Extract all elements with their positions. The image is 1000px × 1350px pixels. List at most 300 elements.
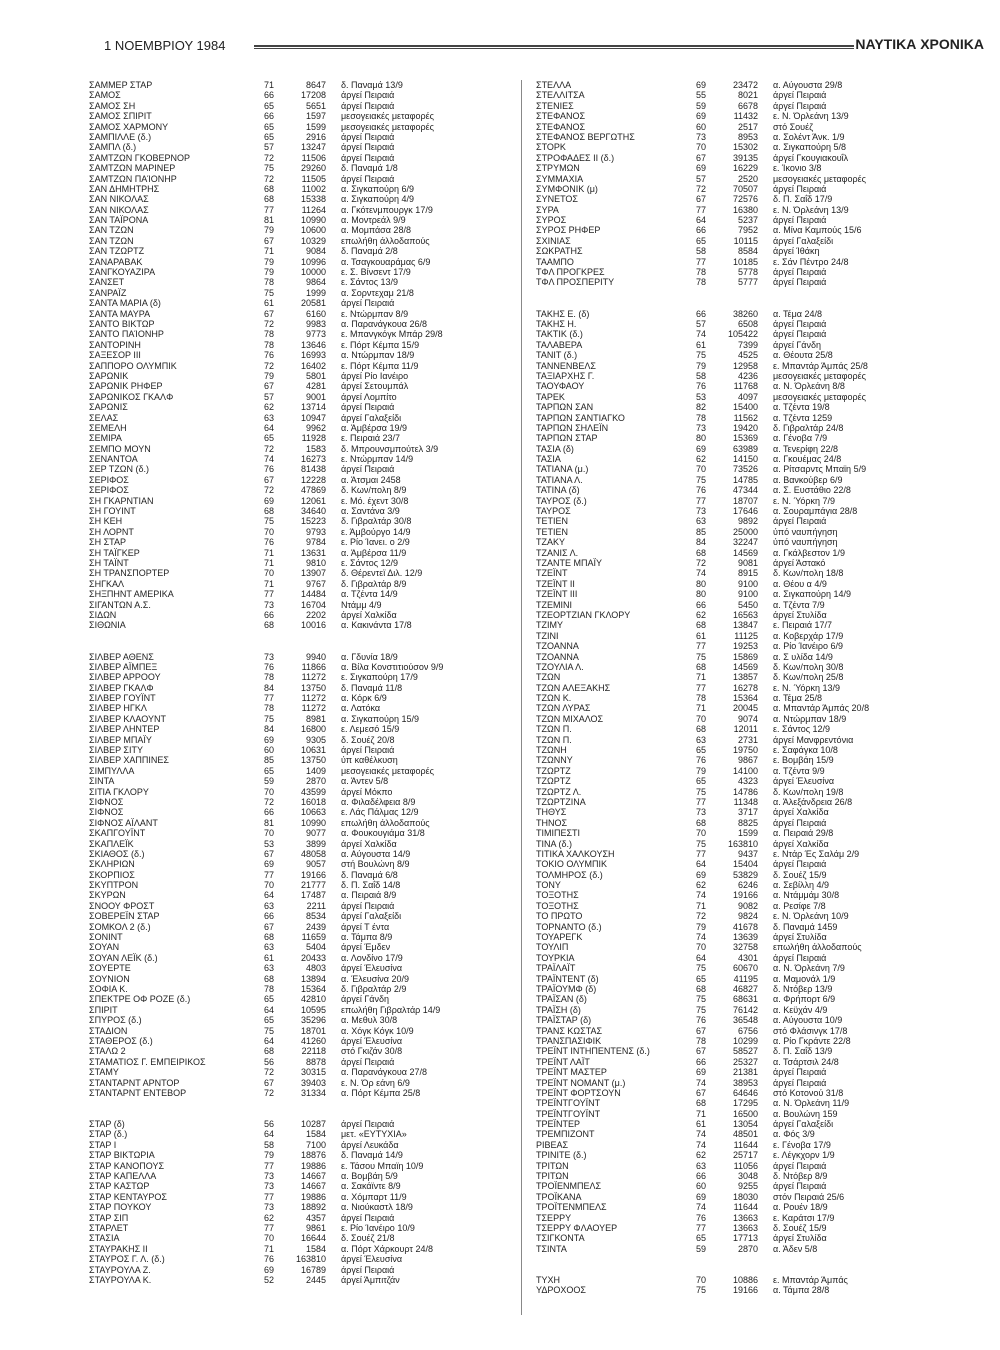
ship-name: ΤΑΥΡΟΣ (536, 506, 571, 517)
ship-row (536, 392, 976, 402)
ship-row (536, 911, 976, 921)
ship-name: ΤΡΕΪΝΤ ΜΑΣΤΕΡ (536, 1067, 607, 1078)
ship-location: α. Τενερίφη 22/8 (773, 443, 839, 454)
ship-tonnage: 10595 (300, 1004, 326, 1015)
ship-tonnage: 15869 (732, 651, 758, 662)
ship-tonnage: 10631 (300, 745, 326, 756)
ship-location: α. Μεθυλ 30/8 (341, 1015, 398, 1026)
ship-name: ΣΙΛΒΕΡ ΚΛΑΟΥΝΤ (89, 713, 166, 724)
ship-tonnage: 5450 (737, 599, 758, 610)
ship-name: ΣΑΝΤΟ ΒΙΚΤΩΡ (89, 318, 155, 329)
ship-year: 73 (263, 1202, 274, 1213)
ship-row (89, 246, 509, 256)
ship-location: α. Ρίτσαρντς Μπαϊη 5/9 (773, 464, 867, 475)
ship-tonnage: 9767 (305, 578, 326, 589)
ship-name: ΤΑΣΙΑ (536, 454, 561, 465)
ship-location: α. Τάμπα 8/9 (341, 932, 393, 943)
ship-name: ΣΑΝ ΤΑΪΡΟΝΑ (89, 215, 149, 226)
ship-row (536, 506, 976, 516)
ship-location: α. Γκάλβεστον 1/9 (773, 547, 845, 558)
ship-tonnage: 17713 (732, 1233, 758, 1244)
ship-name: ΤΖΩΝ ΑΛΕΞΑΚΗΣ (536, 682, 611, 693)
ship-year: 65 (695, 776, 706, 787)
ship-year: 64 (263, 890, 274, 901)
ship-location: άργεί Γκουγιακουΐλ (773, 152, 849, 163)
ship-tonnage: 2520 (737, 173, 758, 184)
ship-year: 72 (695, 557, 706, 568)
ship-year: 78 (263, 277, 274, 288)
ship-year: 73 (695, 422, 706, 433)
ship-location: άργεί Μόκπο (341, 786, 393, 797)
ship-location: α. Κακινάντα 17/8 (341, 620, 412, 631)
ship-row (89, 880, 509, 890)
ship-name: ΣΙΓΑΝΤΩΝ Α.Σ. (89, 599, 151, 610)
ship-name: ΤΡΙΝΙΤΕ (δ.) (536, 1150, 587, 1161)
ship-row (536, 1098, 976, 1108)
ship-tonnage: 11264 (301, 204, 326, 215)
ship-name: ΣΕΡ ΤΖΩΝ (δ.) (89, 464, 149, 475)
ship-name: ΤΟΚΙΟ ΟΛΥΜΠΙΚ (536, 859, 608, 870)
ship-row (89, 267, 509, 277)
ship-location: α. Βανκούβερ 6/9 (773, 474, 843, 485)
ship-tonnage: 9867 (737, 755, 758, 766)
ship-name: ΣΗ ΚΕΗ (89, 516, 123, 527)
ship-location: δ. Γιβραλτάρ 24/8 (773, 422, 844, 433)
ship-location: α. Πειραιά 8/9 (341, 890, 397, 901)
ship-year: 75 (695, 963, 706, 974)
ship-row (536, 683, 976, 693)
ship-name: ΤΖΩΝ Π. (536, 724, 572, 735)
ship-name: ΣΚΙΑΘΟΣ (δ.) (89, 848, 145, 859)
ship-tonnage: 13247 (300, 142, 326, 153)
ship-row (536, 610, 976, 620)
ship-location: α. Τσάρτσιλ 24/8 (773, 1056, 839, 1067)
ship-location: α. Σιγκαπούρη 5/8 (773, 142, 847, 153)
ship-row (536, 236, 976, 246)
ship-location: ε. Καράτσι 17/9 (773, 1212, 835, 1223)
ship-location: α. Τέμα 25/8 (773, 693, 822, 704)
ship-tonnage: 14484 (300, 589, 326, 600)
ship-year: 71 (263, 246, 274, 257)
ship-location: ε. Μπαντάρ Άμπάς 25/8 (773, 360, 868, 371)
ship-row (536, 277, 976, 287)
ship-location: άργεί Πειραιά (341, 152, 395, 163)
ship-tonnage: 9810 (305, 557, 326, 568)
ship-row (89, 174, 509, 184)
ship-row (536, 755, 976, 765)
ship-location: επωλήθη άλλοδαπούς (341, 235, 430, 246)
ship-location: ε. Ν. Όρλεάνη 10/9 (773, 911, 849, 922)
ship-tonnage: 14667 (300, 1171, 326, 1182)
ship-year: 84 (695, 537, 706, 548)
ship-row (89, 548, 509, 558)
ship-name: ΣΤΑΡ (δ.) (89, 1129, 128, 1140)
ship-location: δ. Κων/πολη 18/8 (773, 568, 844, 579)
ship-year: 64 (263, 1129, 274, 1140)
ship-location: δ. Κων/πολη 8/9 (341, 485, 407, 496)
ship-location: α. Παρανάγκουα 27/8 (341, 1067, 427, 1078)
ship-tonnage: 19253 (732, 641, 758, 652)
ship-tonnage: 34640 (300, 506, 326, 517)
ship-location: επωλήθη Γιβραλτάρ 14/9 (341, 1004, 441, 1015)
ship-tonnage: 47869 (300, 485, 326, 496)
ship-location: άργεί Πειραιά (773, 1160, 827, 1171)
ship-row (89, 236, 509, 246)
ship-tonnage: 105422 (727, 329, 758, 340)
ship-name: ΣΑΜΟΣ ΧΑΡΜΟΝΥ (89, 121, 169, 132)
ship-tonnage: 16229 (732, 163, 758, 174)
ship-name: ΤΣΕΡΡΥ (536, 1212, 572, 1223)
ship-year: 77 (695, 204, 706, 215)
ship-tonnage: 7399 (737, 339, 758, 350)
ship-name: ΣΙΝΤΑ (89, 776, 115, 787)
ship-year: 76 (695, 1015, 706, 1026)
ship-year: 70 (263, 526, 274, 537)
ship-tonnage: 10990 (300, 817, 326, 828)
ship-row (536, 111, 976, 121)
ship-location: α. Σορντεχαμ 21/8 (341, 287, 414, 298)
ship-tonnage: 18892 (300, 1202, 326, 1213)
ship-tonnage: 9084 (305, 246, 326, 257)
ship-location: στό Φλάσινγκ 17/8 (773, 1025, 848, 1036)
ship-location: Ντάμμ 4/9 (341, 599, 382, 610)
ship-year: 81 (263, 817, 274, 828)
ship-tonnage: 63989 (732, 443, 758, 454)
ship-row (89, 735, 509, 745)
ship-year: 56 (263, 1056, 274, 1067)
ship-tonnage: 1583 (305, 443, 326, 454)
ship-row (536, 340, 976, 350)
ship-name: ΣΤΑΜΥ (89, 1067, 119, 1078)
ship-tonnage: 11644 (733, 1202, 758, 1213)
ship-name: ΣΑΞΕΣΟΡ III (89, 350, 141, 361)
ship-name: ΤΖΩΝ ΛΥΡΑΣ (536, 703, 591, 714)
ship-row (536, 319, 976, 329)
ship-row (536, 1046, 976, 1056)
ship-tonnage: 11506 (301, 152, 326, 163)
ship-tonnage: 1409 (305, 765, 326, 776)
ship-row (536, 90, 976, 100)
ship-row (536, 174, 976, 184)
ship-row (89, 80, 509, 90)
ship-location: δ. Κων/πολη 19/8 (773, 786, 844, 797)
ship-location: άργεί Ίθάκη (773, 246, 820, 257)
ship-row (536, 766, 976, 776)
ship-row (536, 1223, 976, 1233)
ship-location: άργεί Πειραιά (773, 100, 827, 111)
ship-location: α. Παρανάγκουα 26/8 (341, 318, 427, 329)
ship-location: ε. Μπαντάρ Άμπάς (773, 1274, 848, 1285)
ship-year: 52 (263, 1274, 274, 1285)
ship-year: 67 (695, 1087, 706, 1098)
ship-row (536, 714, 976, 724)
ship-location: α. Σιγκαπούρη 14/9 (773, 589, 852, 600)
ship-location: δ. Π. Σαΐδ 17/9 (773, 194, 833, 205)
ship-location: α. Φρήπορτ 6/9 (773, 994, 836, 1005)
ship-name: ΤΑΣΙΑ (δ) (536, 443, 574, 454)
ship-location: άργεί Χαλκίδα (341, 609, 397, 620)
ship-row (89, 870, 509, 880)
ship-tonnage: 81438 (300, 464, 326, 475)
ship-row (536, 890, 976, 900)
ship-row (89, 1119, 509, 1129)
ship-location: ύπ καθέλκυση (341, 755, 398, 766)
ship-name: ΤΑΛΑΒΕΡΑ (536, 339, 583, 350)
ship-name: ΤΖΩΝΝΥ (536, 755, 573, 766)
ship-tonnage: 10185 (732, 256, 758, 267)
ship-location: ε. Άμβούργο 14/9 (341, 526, 411, 537)
ship-year: 73 (695, 131, 706, 142)
ship-location: δ. Κων/πολη 25/8 (773, 672, 844, 683)
ship-name: ΤΖΩΝ Κ. (536, 693, 572, 704)
ship-tonnage: 12061 (300, 495, 326, 506)
ship-location: δ. Π. Σαΐδ 13/9 (773, 1046, 833, 1057)
ship-row (536, 1026, 976, 1036)
ship-location: στή Βουλώνη 8/9 (341, 859, 410, 870)
ship-tonnage: 31334 (300, 1087, 326, 1098)
ship-year: 72 (263, 485, 274, 496)
ship-row (89, 942, 509, 952)
ship-tonnage: 13639 (732, 932, 758, 943)
issue-date: 1 ΝΟΕΜΒΡΙΟΥ 1984 (104, 38, 226, 53)
ship-location: α. Γκουέμας 24/8 (773, 454, 842, 465)
ship-tonnage: 13646 (300, 339, 326, 350)
ship-name: ΣΤΑΡ ΒΙΚΤΩΡΙΑ (89, 1150, 155, 1161)
ship-location: στό Γκιζάν 30/8 (341, 1046, 403, 1057)
ship-tonnage: 13847 (732, 620, 758, 631)
ship-row (89, 122, 509, 132)
ship-row (89, 475, 509, 485)
ship-year: 67 (263, 848, 274, 859)
ship-location: α. Θέου α 4/9 (773, 578, 827, 589)
ship-name: ΤΖΕΪΝΤ (536, 568, 568, 579)
ship-row (536, 516, 976, 526)
ship-year: 75 (263, 287, 274, 298)
ship-year: 68 (263, 932, 274, 943)
ship-location: άργεί Άστακό (773, 557, 826, 568)
ship-location: ε. Σάν Πέντρο 24/8 (773, 256, 849, 267)
ship-location: άργεί Άμπιτζάν (341, 1274, 400, 1285)
ship-tonnage: 13663 (732, 1212, 758, 1223)
ship-tonnage: 1584 (305, 1243, 326, 1254)
ship-row (89, 132, 509, 142)
ship-tonnage: 9255 (737, 1181, 758, 1192)
ship-year: 61 (695, 1119, 706, 1130)
ship-tonnage: 38260 (732, 308, 758, 319)
ship-tonnage: 2916 (305, 131, 326, 142)
ship-name: ΤΖΑΝΤΕ ΜΠΑΪΥ (536, 557, 603, 568)
ship-name: ΥΔΡΟΧΟΟΣ (536, 1285, 586, 1296)
ship-name: ΤΖΩΝ (536, 672, 561, 683)
ship-year: 73 (263, 1181, 274, 1192)
ship-name: ΣΑΝ ΝΙΚΟΛΑΣ (89, 194, 149, 205)
ship-tonnage: 13054 (732, 1119, 758, 1130)
ship-tonnage: 17208 (300, 90, 326, 101)
ship-name: ΤΑΤΙΝΑ (δ) (536, 485, 580, 496)
ship-location: δ. Κων/πολη 30/8 (773, 661, 844, 672)
ship-name: ΣΤΑΡ Ι (89, 1139, 117, 1150)
ship-tonnage: 2517 (737, 121, 758, 132)
ship-year: 63 (263, 942, 274, 953)
ship-location: α. Βουλώνη 159 (773, 1108, 838, 1119)
ship-tonnage: 5237 (737, 215, 758, 226)
ship-tonnage: 70507 (732, 183, 758, 194)
ship-year: 70 (263, 786, 274, 797)
ship-year: 70 (695, 828, 706, 839)
ship-name: ΤΑΡΠΩΝ ΣΤΑΡ (536, 433, 598, 444)
ship-location: άργεί Πειραιά (773, 267, 827, 278)
ship-year: 64 (695, 215, 706, 226)
ship-location: α. Σουραμπάγια 28/8 (773, 506, 858, 517)
ship-row (89, 807, 509, 817)
ship-row (536, 1078, 976, 1088)
ship-name: ΤΡΑΪΝΤΕΝΤ (δ) (536, 973, 599, 984)
ship-year: 72 (263, 1067, 274, 1078)
ship-name: ΤΖΩΡΤΖΙΝΑ (536, 796, 586, 807)
ship-year: 79 (263, 370, 274, 381)
ship-name: ΣΕΝΑΝΤΟΑ (89, 454, 138, 465)
ship-location: μεσογειακές μεταφορές (341, 121, 434, 132)
ship-row (536, 735, 976, 745)
ship-year: 65 (695, 973, 706, 984)
ship-year: 71 (263, 547, 274, 558)
ship-tonnage: 21381 (732, 1067, 758, 1078)
ship-location: α. Ρεσίφε 7/8 (773, 900, 826, 911)
ship-name: ΣΤΑΔΙΟΝ (89, 1025, 128, 1036)
ship-tonnage: 11866 (301, 661, 326, 672)
ship-name: ΤΟΥΑΡΕΓΚ (536, 932, 583, 943)
ship-row (89, 922, 509, 932)
ship-row (89, 620, 509, 630)
ship-name: ΣΑΜΤΖΩΝ ΓΚΟΒΕΡΝΟΡ (89, 152, 190, 163)
ship-tonnage: 42810 (300, 994, 326, 1005)
ship-row (89, 1202, 509, 1212)
ship-name: ΣΚΛΗΡΙΩΝ (89, 859, 135, 870)
group-spacer (536, 1254, 976, 1275)
ship-tonnage: 16018 (300, 796, 326, 807)
ship-name: ΣΤΑΣΙΑ (89, 1233, 120, 1244)
ship-name: ΣΤΑΝΤΑΡΝΤ ΕΝΤΕΒΟΡ (89, 1087, 187, 1098)
ship-tonnage: 9773 (305, 329, 326, 340)
ship-year: 66 (263, 911, 274, 922)
ship-name: ΤΟΞΟΤΗΣ (536, 900, 579, 911)
ship-tonnage: 11644 (733, 1139, 758, 1150)
ship-row (89, 1223, 509, 1233)
ship-row (536, 1202, 976, 1212)
ship-year: 70 (263, 880, 274, 891)
ship-row (536, 1192, 976, 1202)
ship-row (89, 309, 509, 319)
ship-name: ΤΖΟΑΝΝΑ (536, 641, 579, 652)
ship-name: ΣΤΑΡ ΚΑΠΕΛΛΑ (89, 1171, 157, 1182)
ship-name: ΤΑΝΝΕΝΒΕΛΣ (536, 360, 596, 371)
ship-name: ΣΟΥΑΝ (89, 942, 120, 953)
ship-row (536, 859, 976, 869)
page-header (104, 36, 984, 58)
ship-name: ΣΤΑΜΑΤΙΟΣ Γ. ΕΜΠΕΙΡΙΚΟΣ (89, 1056, 206, 1067)
ship-tonnage: 48058 (300, 848, 326, 859)
ship-row (536, 984, 976, 994)
ship-name: ΤΡΟΪΤΕΝΜΠΕΛΣ (536, 1202, 607, 1213)
ship-name: ΣΑΝΤΑ ΜΑΡΙΑ (δ) (89, 298, 161, 309)
ship-year: 60 (695, 1181, 706, 1192)
ship-location: ε. Σάντος 12/9 (773, 724, 831, 735)
ship-name: ΤΣΙΓΚΟΝΤΑ (536, 1233, 585, 1244)
ship-year: 73 (263, 599, 274, 610)
ship-year: 57 (695, 319, 706, 329)
ship-name: ΣΤΑΡ ΚΑΝΟΠΟΥΣ (89, 1160, 165, 1171)
header-rule (254, 45, 854, 49)
ship-row (89, 111, 509, 121)
ship-year: 60 (695, 121, 706, 132)
ship-row (536, 953, 976, 963)
ship-year: 78 (695, 1035, 706, 1046)
ship-year: 69 (695, 869, 706, 880)
ship-year: 78 (695, 412, 706, 423)
ship-row (89, 776, 509, 786)
ship-location: ε. Ν. Ύόρκη 7/9 (773, 495, 836, 506)
ship-location: άργεί Γάνδη (341, 994, 390, 1005)
ship-tonnage: 1599 (737, 828, 758, 839)
ship-tonnage: 38953 (732, 1077, 758, 1088)
ship-year: 84 (263, 682, 274, 693)
ship-location: άργεί Πειραιά (773, 90, 827, 101)
ship-name: ΣΤΑΘΕΡΟΣ (δ.) (89, 1035, 153, 1046)
ship-row (89, 433, 509, 443)
ship-tonnage: 11272 (301, 703, 326, 714)
ship-year: 61 (263, 952, 274, 963)
ship-tonnage: 13907 (300, 568, 326, 579)
ship-name: ΤΖΕΜΙΝΙ (536, 599, 572, 610)
ship-location: ύπό ναυπήγηση (773, 526, 838, 537)
ship-name: ΣΤΡΟΦΑΔΕΣ ΙΙ (δ.) (536, 152, 615, 163)
ship-tonnage: 14569 (732, 547, 758, 558)
ship-year: 78 (263, 329, 274, 340)
ship-name: ΤΟΡΝΑΝΤΟ (δ.) (536, 921, 602, 932)
ship-name: ΣΑΜΟΣ ΣΗ (89, 100, 136, 111)
ship-year: 69 (263, 1264, 274, 1275)
ship-name: ΣΙΤΙΑ ΓΚΛΟΡΥ (89, 786, 149, 797)
ship-name: ΣΑΡΩΝΙΣ (89, 402, 128, 413)
ship-location: άργεί Γαλαξείδι (341, 911, 402, 922)
ship-row (89, 579, 509, 589)
ship-year: 74 (695, 932, 706, 943)
ship-location: άργεί Πειραιά (341, 142, 395, 153)
ship-row (536, 1067, 976, 1077)
ship-location: άργεί Μανφρεντόνια (773, 734, 854, 745)
ship-name: ΤΡΕΪΝΤ ΙΝΤΗΠΕΝΤΕΝΣ (δ.) (536, 1046, 650, 1057)
ship-tonnage: 16800 (300, 724, 326, 735)
ship-tonnage: 11002 (301, 183, 326, 194)
ship-row (89, 1078, 509, 1088)
ship-location: άργεί Έμδεν (341, 942, 391, 953)
ship-name: ΤΡΑΪΣΑΝ (δ) (536, 994, 587, 1005)
ship-location: α. Σιγκαπούρη 4/9 (341, 194, 415, 205)
ship-name: ΣΑΝ ΤΖΩΝ (89, 225, 134, 236)
ship-name: ΤΖΙΜΥ (536, 620, 563, 631)
ship-year: 85 (263, 755, 274, 766)
ship-year: 69 (695, 111, 706, 122)
ship-location: άργεί Πειραιά (341, 402, 395, 413)
ship-row (89, 1067, 509, 1077)
ship-location: α. Πόρτ Κέμπα 25/8 (341, 1087, 421, 1098)
ship-row (89, 797, 509, 807)
ship-location: δ. Παναμά 11/8 (341, 682, 403, 693)
ship-year: 74 (695, 568, 706, 579)
ship-tonnage: 15364 (732, 693, 758, 704)
ship-row (536, 797, 976, 807)
ship-tonnage: 8647 (305, 80, 326, 90)
